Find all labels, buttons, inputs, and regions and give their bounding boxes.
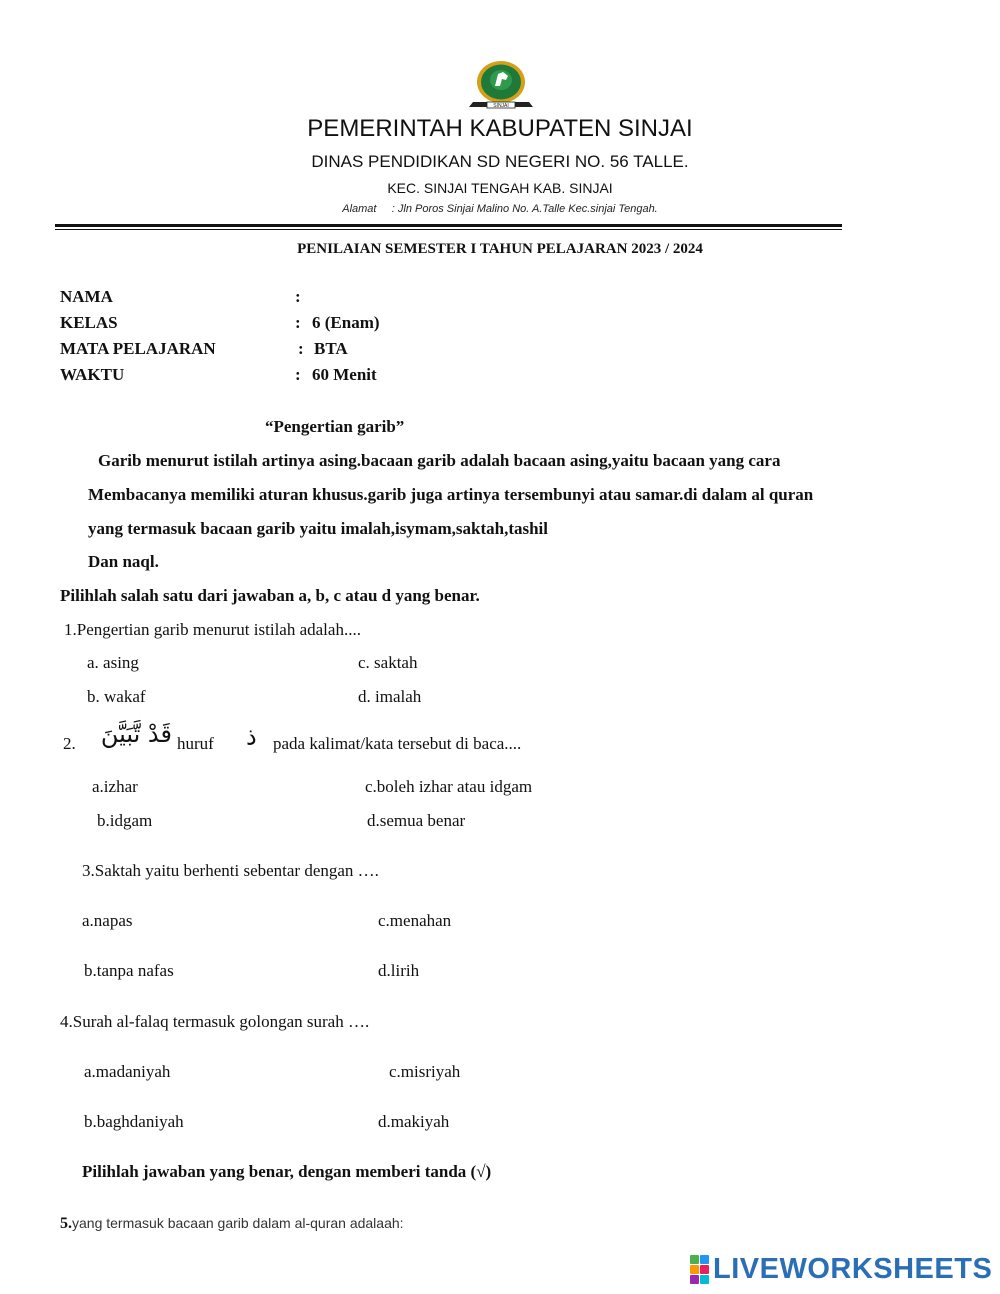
identity-label-waktu: WAKTU xyxy=(60,365,125,384)
q4-option-d[interactable]: d.makiyah xyxy=(378,1112,450,1131)
q2-arabic-letter: ذ xyxy=(246,723,257,751)
q1-option-b[interactable]: b. wakaf xyxy=(87,687,146,706)
q1-option-c[interactable]: c. saktah xyxy=(358,653,418,672)
instruction-multiple-choice: Pilihlah salah satu dari jawaban a, b, c atau d yang benar. xyxy=(60,586,480,605)
q2-option-a[interactable]: a.izhar xyxy=(92,777,138,796)
q4-option-b[interactable]: b.baghdaniyah xyxy=(84,1112,184,1131)
question-1: 1.Pengertian garib menurut istilah adalah.... xyxy=(64,620,361,639)
question-2-number: 2. xyxy=(63,734,76,753)
q1-option-a[interactable]: a. asing xyxy=(87,653,139,672)
liveworksheets-icon xyxy=(690,1255,709,1284)
liveworksheets-wordmark: LIVEWORKSHEETS xyxy=(713,1252,993,1285)
exam-title: PENILAIAN SEMESTER I TAHUN PELAJARAN 2023 / 2024 xyxy=(297,241,703,257)
q4-option-c[interactable]: c.misriyah xyxy=(389,1062,461,1081)
reading-title: “Pengertian garib” xyxy=(265,417,405,436)
identity-value-mapel: BTA xyxy=(314,339,348,358)
q3-option-b[interactable]: b.tanpa nafas xyxy=(84,961,174,980)
sinjai-regency-emblem xyxy=(465,58,537,114)
q3-option-d[interactable]: d.lirih xyxy=(378,961,420,980)
reading-line-2: Membacanya memiliki aturan khusus.garib juga artinya tersembunyi atau samar.di dalam al quran xyxy=(88,485,814,504)
q2-option-d[interactable]: d.semua benar xyxy=(367,811,466,830)
identity-colon: : xyxy=(295,365,301,384)
q4-option-a[interactable]: a.madaniyah xyxy=(84,1062,171,1081)
identity-colon: : xyxy=(298,339,304,358)
reading-line-1: Garib menurut istilah artinya asing.bacaan garib adalah bacaan asing,yaitu bacaan yang cara xyxy=(98,451,781,470)
logo-banner-text: SINJAI xyxy=(493,103,509,109)
question-3: 3.Saktah yaitu berhenti sebentar dengan …. xyxy=(82,861,379,880)
header-district: KEC. SINJAI TENGAH KAB. SINJAI xyxy=(387,180,613,196)
identity-label-mapel: MATA PELAJARAN xyxy=(60,339,216,358)
q2-option-b[interactable]: b.idgam xyxy=(97,811,153,830)
q1-option-d[interactable]: d. imalah xyxy=(358,687,422,706)
q2-option-c[interactable]: c.boleh izhar atau idgam xyxy=(365,777,533,796)
header-government: PEMERINTAH KABUPATEN SINJAI xyxy=(307,115,693,142)
identity-colon: : xyxy=(295,313,301,332)
q3-option-a[interactable]: a.napas xyxy=(82,911,133,930)
header-school: DINAS PENDIDIKAN SD NEGERI NO. 56 TALLE. xyxy=(311,152,689,171)
q2-word-huruf: huruf xyxy=(177,734,214,753)
question-4: 4.Surah al-falaq termasuk golongan surah …. xyxy=(60,1012,370,1031)
header-rule-thick xyxy=(55,224,842,227)
liveworksheets-logo xyxy=(690,1253,992,1285)
q2-arabic-phrase: قَدْ تَّبَيَّنَ xyxy=(100,720,172,748)
instruction-checkmark: Pilihlah jawaban yang benar, dengan memberi tanda (√) xyxy=(82,1162,492,1181)
identity-label-nama: NAMA xyxy=(60,287,113,306)
header-rule-thin xyxy=(55,229,842,230)
q5-number: 5. xyxy=(60,1215,72,1232)
question-2-text: pada kalimat/kata tersebut di baca.... xyxy=(273,734,522,753)
q5-text: yang termasuk bacaan garib dalam al-quran adalaah: xyxy=(72,1215,404,1231)
q3-option-c[interactable]: c.menahan xyxy=(378,911,452,930)
identity-value-waktu: 60 Menit xyxy=(312,365,377,384)
address-value: : Jln Poros Sinjai Malino No. A.Talle Kec.sinjai Tengah. xyxy=(391,203,658,215)
reading-line-4: Dan naql. xyxy=(88,552,159,571)
identity-value-kelas: 6 (Enam) xyxy=(312,313,380,332)
header-address xyxy=(0,203,1000,215)
reading-line-3: yang termasuk bacaan garib yaitu imalah,isymam,saktah,tashil xyxy=(88,519,548,538)
identity-label-kelas: KELAS xyxy=(60,313,118,332)
address-label: Alamat xyxy=(342,203,377,215)
question-5 xyxy=(60,1215,404,1233)
identity-colon: : xyxy=(295,287,301,306)
